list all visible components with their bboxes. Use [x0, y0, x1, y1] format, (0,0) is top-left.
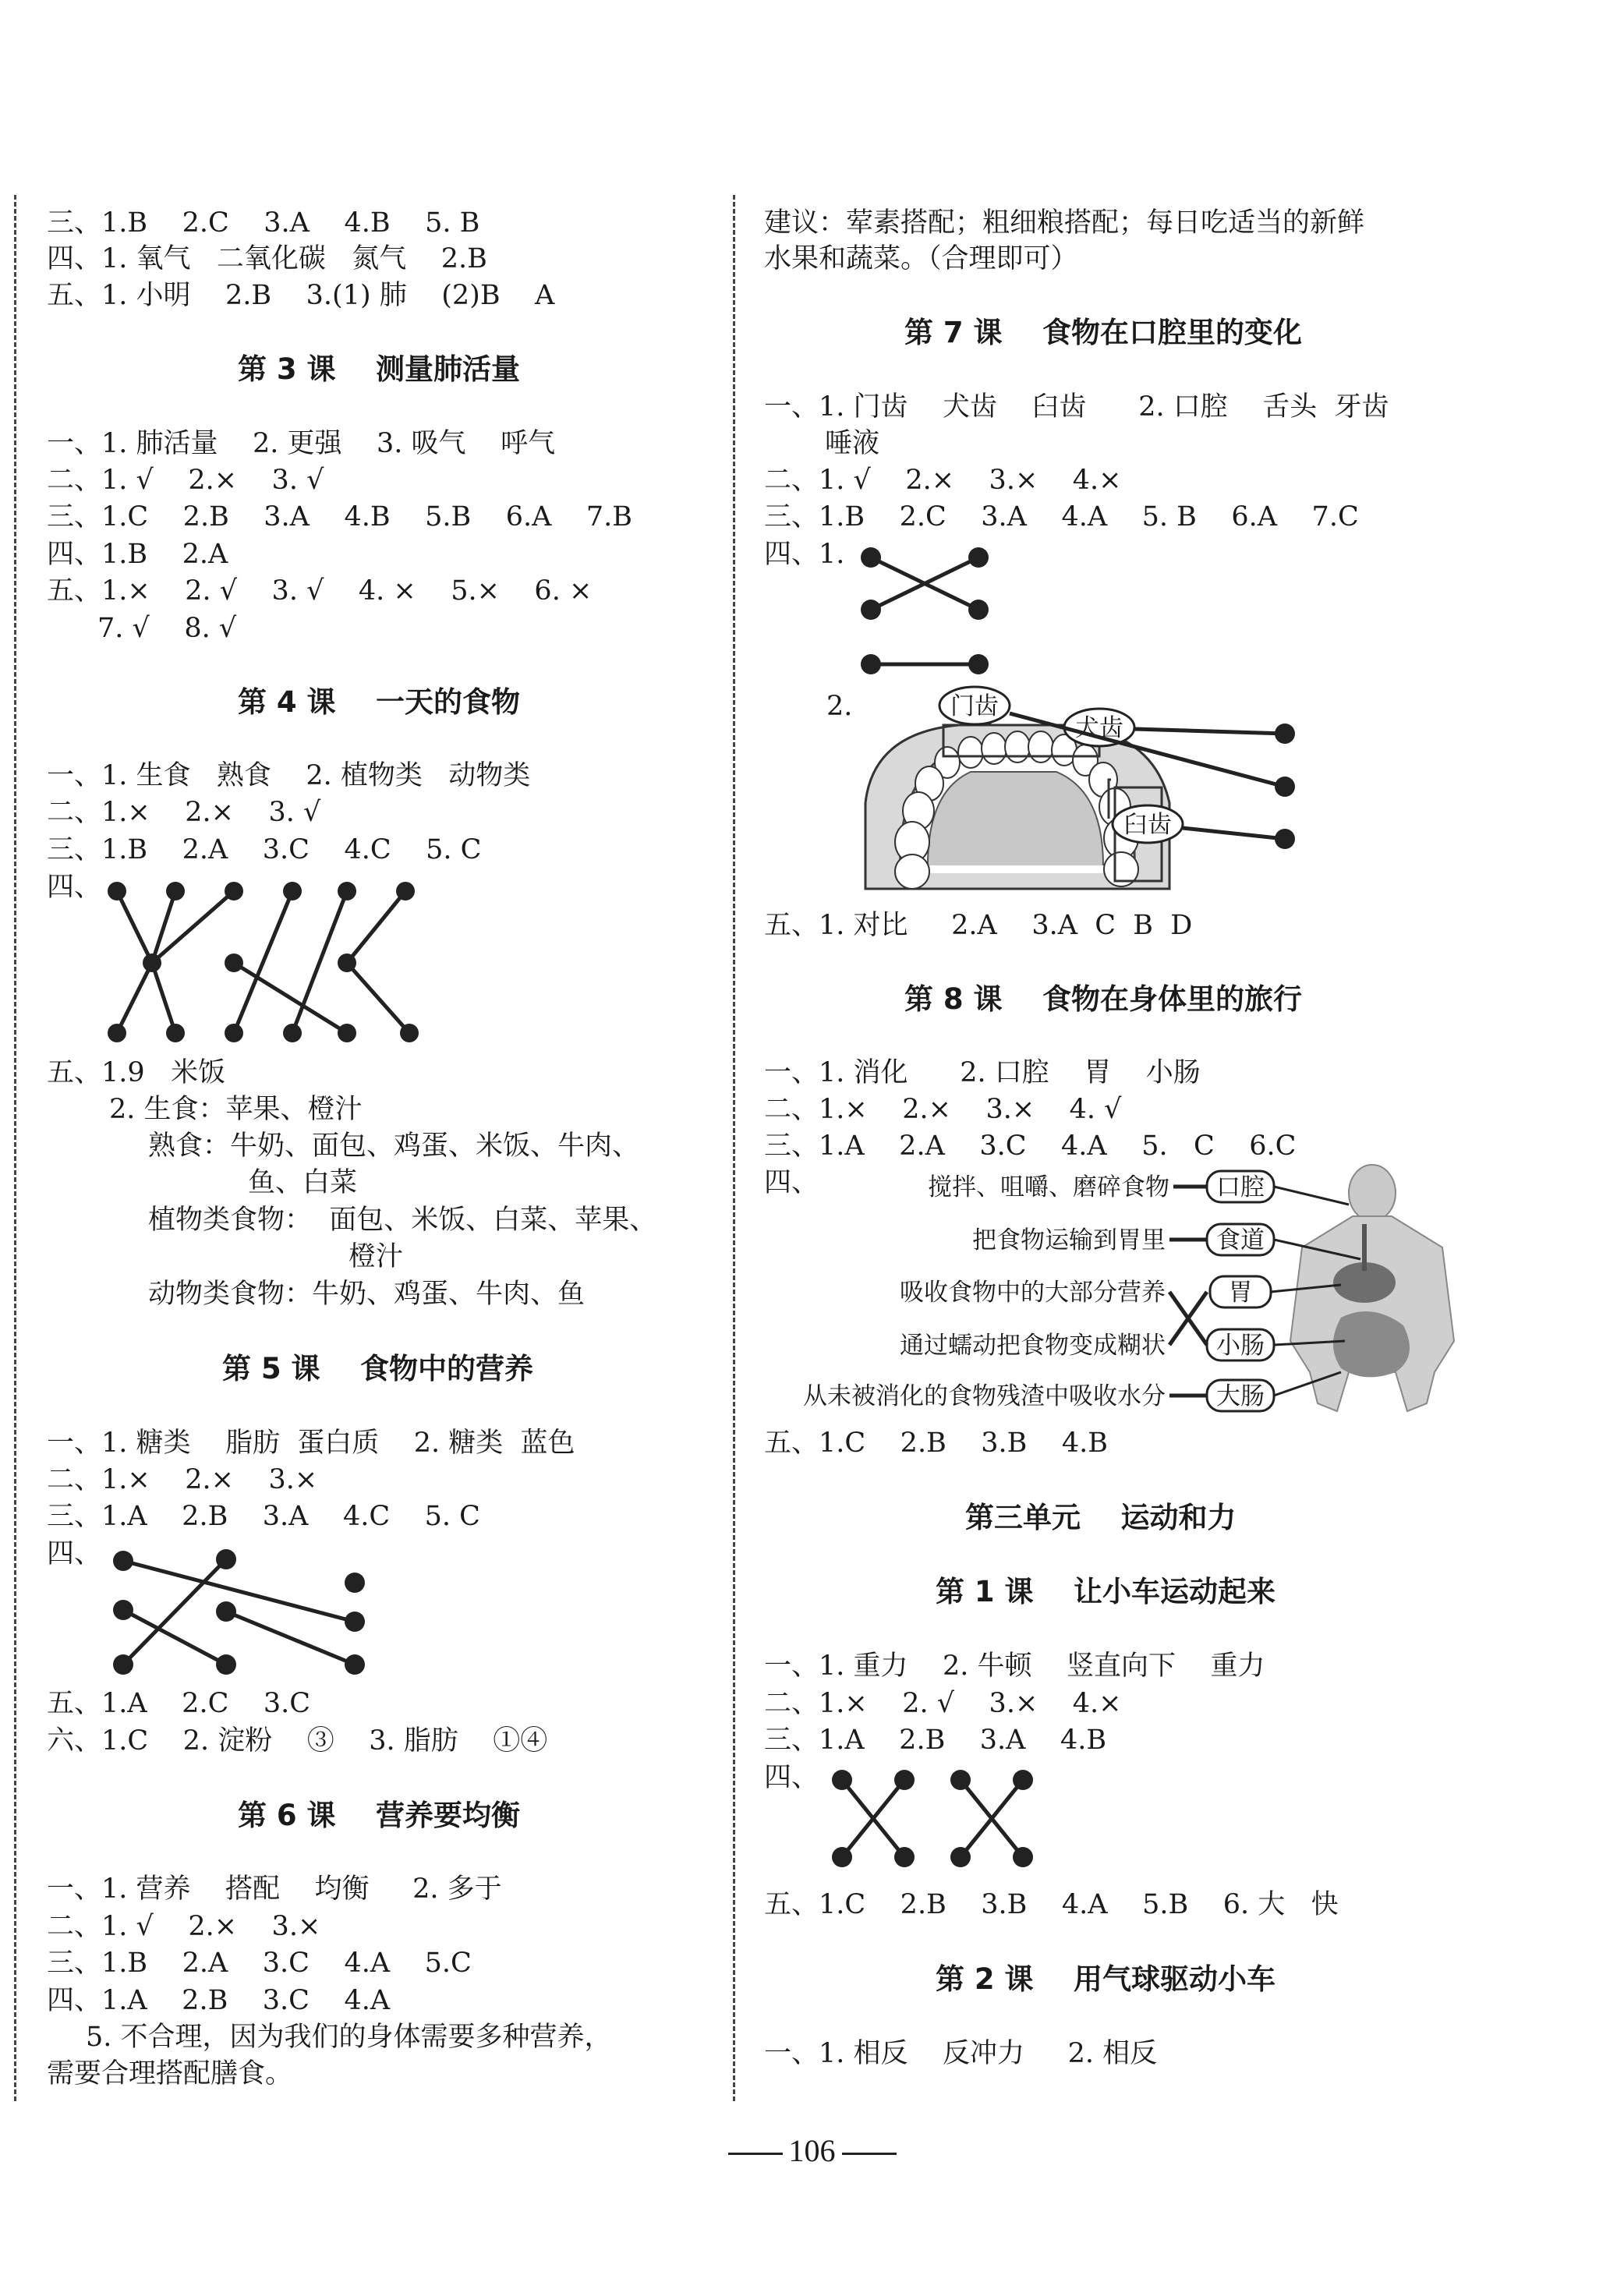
matching-diagram-forces: [748, 0, 1624, 1887]
teeth-label: 犬齿: [1075, 714, 1123, 742]
answer-line: 三、1.B 2.C 3.A 4.A 5. B 6.A 7.C: [764, 501, 1359, 532]
lesson-heading: 第 6 课 营养要均衡: [238, 1799, 521, 1832]
answer-line: 三、1.B 2.A 3.C 4.A 5.C: [47, 1948, 472, 1979]
answer-line: 二、1. √ 2.× 3.×: [47, 1911, 321, 1942]
lesson-heading: 第 2 课 用气球驱动小车: [936, 1962, 1276, 1996]
right-column: [748, 0, 1624, 2275]
answer-line: 一、1. 消化 2. 口腔 胃 小肠: [764, 1057, 1201, 1088]
digestion-function: 搅拌、咀嚼、磨碎食物: [928, 1173, 1169, 1201]
page-number: 106: [0, 2132, 1624, 2169]
answer-line: 一、1. 相反 反冲力 2. 相反: [764, 2038, 1158, 2069]
teeth-label: 门齿: [950, 692, 999, 720]
answer-line: 一、1. 重力 2. 牛顿 竖直向下 重力: [764, 1651, 1265, 1682]
answer-line: 2.: [826, 691, 853, 722]
left-column: [0, 0, 717, 2275]
answer-line: 一、1. 糖类 脂肪 蛋白质 2. 糖类 蓝色: [47, 1428, 575, 1459]
answer-line: 橙汁: [349, 1241, 404, 1272]
answer-line: 二、1.× 2.× 3.×: [47, 1464, 318, 1495]
answer-line: 植物类食物： 面包、米饭、白菜、苹果、: [148, 1205, 657, 1236]
organ-label: 食道: [1216, 1226, 1265, 1254]
answer-line: 五、1.C 2.B 3.B 4.B: [764, 1428, 1109, 1459]
answer-line: 三、1.C 2.B 3.A 4.B 5.B 6.A 7.B: [47, 501, 632, 532]
answer-line: 二、1. √ 2.× 3. √: [47, 465, 324, 496]
digestion-function: 从未被消化的食物残渣中吸收水分: [803, 1382, 1166, 1410]
lesson-heading: 第 7 课 食物在口腔里的变化: [904, 316, 1303, 349]
column-divider-dashed-line: [733, 195, 735, 2101]
answer-line: 四、: [764, 1167, 819, 1198]
answer-line: 2. 生食：苹果、橙汁: [109, 1094, 363, 1125]
answer-line: 二、1. √ 2.× 3.× 4.×: [764, 465, 1122, 496]
lesson-heading: 第 1 课 让小车运动起来: [936, 1575, 1276, 1608]
answer-line: 7. √ 8. √: [97, 613, 237, 644]
answer-line: 四、1.A 2.B 3.C 4.A: [47, 1985, 391, 2016]
answer-line: 熟食：牛奶、面包、鸡蛋、米饭、牛肉、: [148, 1130, 640, 1162]
unit-heading: 第三单元 运动和力: [965, 1501, 1237, 1534]
digestion-function: 吸收食物中的大部分营养: [900, 1279, 1166, 1307]
digestion-function: 通过蠕动把食物变成糊状: [900, 1332, 1166, 1360]
matching-diagram-nutrients: [0, 0, 717, 1715]
answer-line: 动物类食物：牛奶、鸡蛋、牛肉、鱼: [148, 1279, 586, 1310]
answer-line: 一、1. 生食 熟食 2. 植物类 动物类: [47, 760, 531, 791]
organ-label: 口腔: [1216, 1173, 1265, 1201]
answer-line: 五、1.A 2.C 3.C: [47, 1688, 311, 1719]
answer-line: 一、1. 营养 搭配 均衡 2. 多于: [47, 1873, 502, 1905]
answer-line: 四、: [47, 1538, 102, 1569]
answer-line: 三、1.A 2.B 3.A 4.B: [764, 1725, 1107, 1756]
answer-line: 水果和蔬菜。（合理即可）: [764, 243, 1078, 274]
answer-line: 唾液: [825, 428, 880, 459]
answer-line: 二、1.× 2.× 3. √: [47, 797, 321, 828]
answer-line: 5. 不合理，因为我们的身体需要多种营养，: [86, 2022, 612, 2053]
answer-line: 五、1. 小明 2.B 3.(1) 肺 (2)B A: [47, 280, 555, 311]
answer-line: 四、1. 氧气 二氧化碳 氮气 2.B: [47, 243, 487, 274]
answer-line: 三、1.B 2.C 3.A 4.B 5. B: [47, 207, 480, 239]
lesson-heading: 第 5 课 食物中的营养: [222, 1352, 534, 1385]
answer-line: 六、1.C 2. 淀粉 ③ 3. 脂肪 ①④: [47, 1725, 548, 1757]
answer-line: 三、1.A 2.A 3.C 4.A 5. C 6.C: [764, 1130, 1297, 1162]
answer-line: 五、1.× 2. √ 3. √ 4. × 5.× 6. ×: [47, 575, 593, 607]
answer-line: 三、1.A 2.B 3.A 4.C 5. C: [47, 1501, 480, 1532]
answer-line: 四、1.: [764, 539, 845, 570]
organ-label: 小肠: [1216, 1332, 1265, 1360]
answer-line: 四、1.B 2.A: [47, 539, 228, 570]
answer-line: 四、: [764, 1762, 819, 1793]
digestion-function: 把食物运输到胃里: [972, 1226, 1166, 1254]
lesson-heading: 第 8 课 食物在身体里的旅行: [904, 982, 1303, 1016]
organ-label: 胃: [1228, 1279, 1253, 1307]
lesson-heading: 第 4 课 一天的食物: [238, 685, 521, 719]
answer-line: 一、1. 门齿 犬齿 臼齿 2. 口腔 舌头 牙齿: [764, 391, 1389, 423]
answer-line: 鱼、白菜: [248, 1167, 358, 1198]
answer-line: 二、1.× 2.× 3.× 4. √: [764, 1094, 1122, 1125]
answer-line: 二、1.× 2. √ 3.× 4.×: [764, 1688, 1122, 1719]
answer-line: 五、1.9 米饭: [47, 1057, 226, 1088]
answer-line: 建议：荤素搭配；粗细粮搭配；每日吃适当的新鲜: [764, 207, 1365, 239]
organ-label: 大肠: [1216, 1382, 1265, 1410]
lesson-heading: 第 3 课 测量肺活量: [238, 352, 521, 386]
teeth-label: 臼齿: [1123, 811, 1172, 839]
answer-line: 五、1. 对比 2.A 3.A C B D: [764, 910, 1193, 941]
answer-line: 需要合理搭配膳食。: [47, 2058, 293, 2089]
answer-line: 一、1. 肺活量 2. 更强 3. 吸气 呼气: [47, 428, 556, 459]
answer-line: 四、: [47, 872, 102, 903]
answer-line: 三、1.B 2.A 3.C 4.C 5. C: [47, 834, 482, 865]
answer-line: 五、1.C 2.B 3.B 4.A 5.B 6. 大 快: [764, 1889, 1339, 1920]
